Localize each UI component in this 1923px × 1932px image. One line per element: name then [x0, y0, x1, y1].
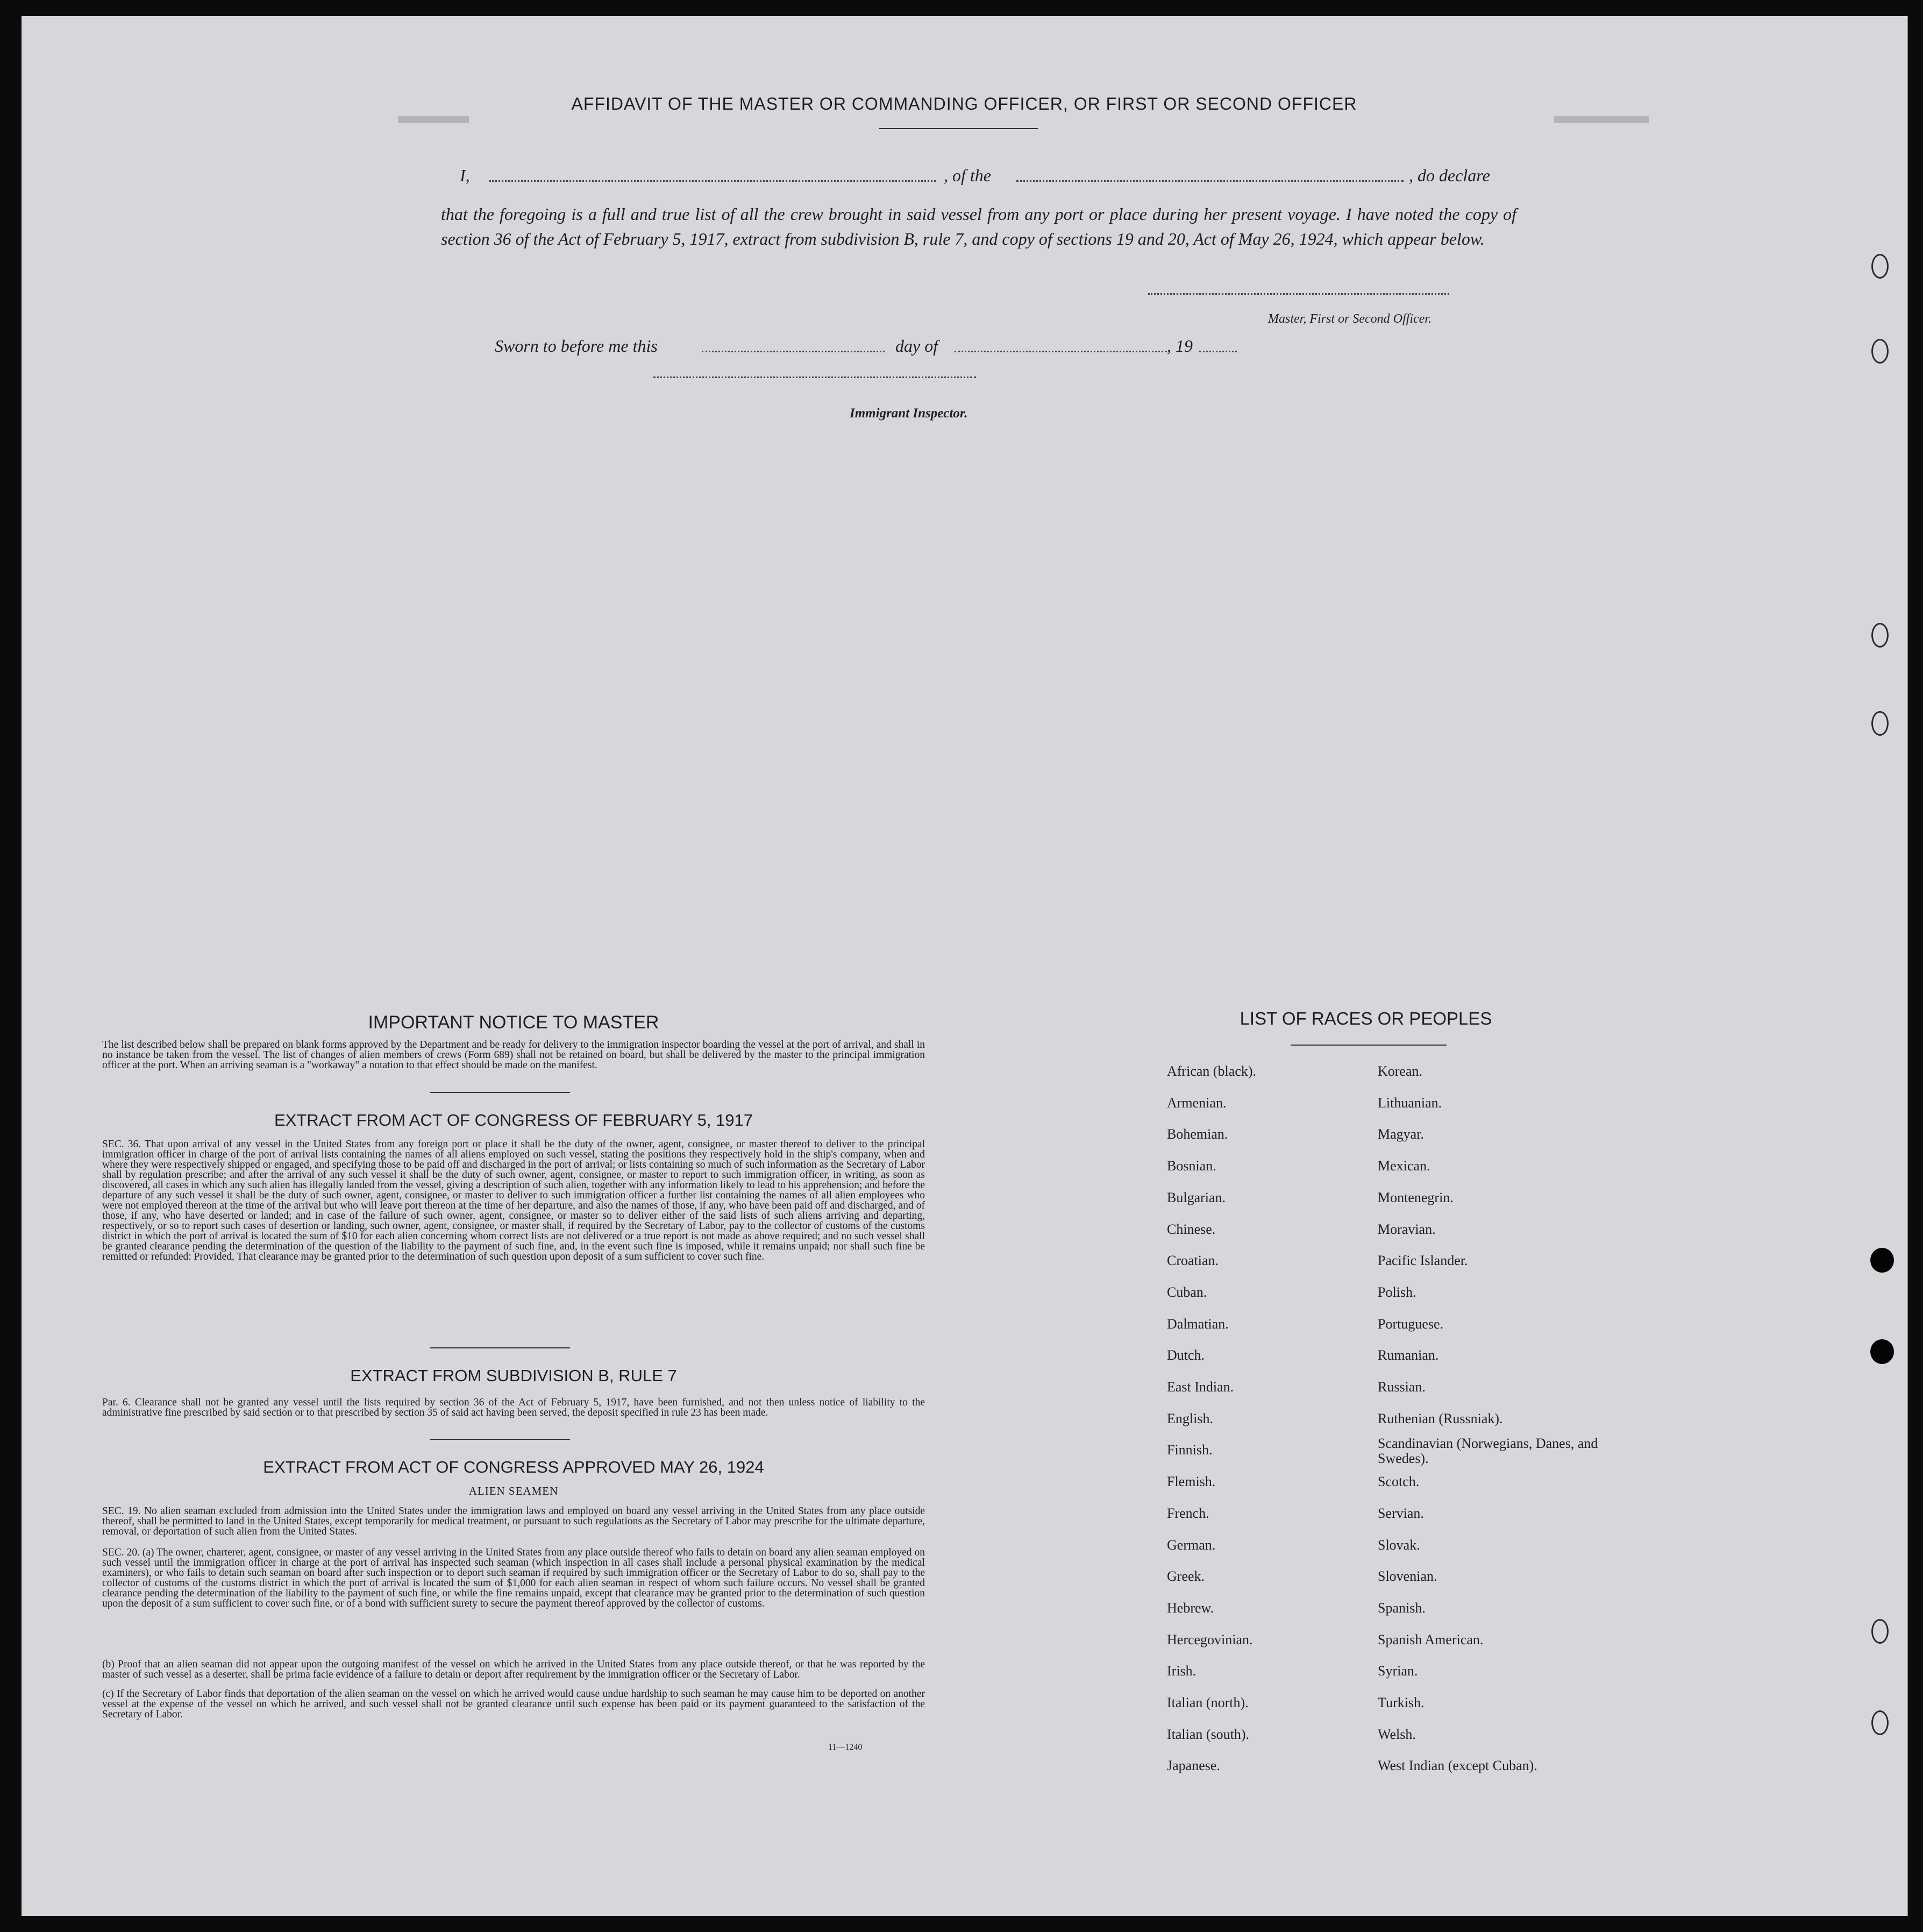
race-item: Scotch.: [1378, 1474, 1420, 1490]
race-item: Bohemian.: [1167, 1126, 1228, 1142]
divider: [1291, 1045, 1447, 1046]
sworn-month-field[interactable]: [955, 351, 1167, 352]
race-item: Italian (north).: [1167, 1695, 1249, 1710]
sworn-year-field[interactable]: [1199, 351, 1237, 352]
race-item: Dutch.: [1167, 1347, 1205, 1363]
extract-1917-title: EXTRACT FROM ACT OF CONGRESS OF FEBRUARY 5, 1917: [274, 1111, 753, 1130]
race-item: Scandinavian (Norwegians, Danes, and Swedes).: [1378, 1436, 1598, 1467]
punch-hole: [1871, 623, 1889, 648]
race-item: Spanish American.: [1378, 1631, 1484, 1647]
vessel-name-field[interactable]: [1016, 180, 1404, 182]
sworn-prefix: Sworn to before me this: [495, 336, 658, 356]
race-item: Irish.: [1167, 1663, 1196, 1679]
race-item: Ruthenian (Russniak).: [1378, 1410, 1503, 1426]
race-item: Syrian.: [1378, 1663, 1418, 1679]
race-item: Bulgarian.: [1167, 1189, 1226, 1205]
do-declare-label: , do declare: [1409, 166, 1490, 185]
race-item: Finnish.: [1167, 1442, 1213, 1458]
race-item: Turkish.: [1378, 1695, 1425, 1710]
punch-hole: [1871, 711, 1889, 736]
declarant-prefix: I,: [460, 166, 470, 185]
race-item: African (black).: [1167, 1063, 1257, 1079]
race-item: Flemish.: [1167, 1474, 1216, 1490]
bleed-through-text: ▬▬▬▬: [1554, 102, 1649, 129]
affidavit-title: AFFIDAVIT OF THE MASTER OR COMMANDING OFFICER, OR FIRST OR SECOND OFFICER: [571, 94, 1357, 113]
race-item: French.: [1167, 1505, 1209, 1521]
race-item: German.: [1167, 1537, 1216, 1553]
race-item: Pacific Islander.: [1378, 1253, 1468, 1269]
race-item: Dalmatian.: [1167, 1316, 1229, 1332]
form-number: 11—1240: [828, 1743, 863, 1752]
sec20c-text: (c) If the Secretary of Labor finds that deportation of the alien seaman on the vessel on which he arrived would cause undue hardship to such seaman he may cause him to be deported on another vessel at the expense of the vessel on which he arrived, and such vessel shall not be granted clearance until such expense has been paid or its payment guaranteed to the satisfaction of the Secretary of Labor.: [102, 1688, 925, 1720]
race-item: Cuban.: [1167, 1284, 1207, 1300]
of-the-label: , of the: [944, 166, 991, 185]
race-item: Korean.: [1378, 1063, 1423, 1079]
race-item: Montenegrin.: [1378, 1189, 1454, 1205]
race-item: Servian.: [1378, 1505, 1424, 1521]
inspector-signature-field[interactable]: [653, 377, 976, 378]
extract-1917-text: SEC. 36. That upon arrival of any vessel in the United States from any foreign port or place it shall be the duty of the owner, agent, consignee, or master thereof to deliver to the principal immigration officer in charge of the port of arrival lists containing the names of all aliens employed on such vessel, stating the positions they respectively hold in the ship's company, when and where they were respectively shipped or engaged, and specifying those to be paid off and discharged in the port of arrival; or lists containing so much of such information as the Secretary of Labor shall by regulation prescribe; and after the arrival of any such vessel it shall be the duty of such owner, agent, consignee, or master to report to such immigration officer, in writing, as soon as discovered, all cases in which any such alien has illegally landed from the vessel, giving a description of such alien, together with any information likely to lead to his apprehension; and before the departure of any such vessel it shall be the duty of such owner, agent, consignee, or master to deliver to such immigration officer a further list containing the names of all alien employees who were not employed thereon at the time of the arrival but who will leave port thereon at the time of her departure, and also the names of those, if any, who have been paid off and discharged, and of those, if any, who have deserted or landed; and in case of the failure of such owner, agent, consignee, or master so to deliver either of the said lists of such aliens arriving and departing, respectively, or so to report such cases of desertion or landing, such owner, agent, consignee, or master shall, if required by the Secretary of Labor, pay to the collector of customs of the customs district in which the port of arrival is located the sum of $10 for each alien concerning whom correct lists are not delivered or a true report is not made as above required; and no such vessel shall be granted clearance pending the determination of the question of the liability to the payment of such fine, and, in the event such fine is imposed, while it remains unpaid; nor shall such fine be remitted or refunded: Provided, That clearance may be granted prior to the determination of such question upon deposit of a sum sufficient to cover such fine.: [102, 1139, 925, 1262]
notice-title: IMPORTANT NOTICE TO MASTER: [368, 1012, 659, 1033]
divider: [430, 1439, 570, 1440]
race-item: Slovak.: [1378, 1537, 1420, 1553]
document-page: [22, 16, 1908, 1916]
race-item: Moravian.: [1378, 1221, 1436, 1237]
year-label: , 19: [1167, 336, 1193, 356]
race-item: English.: [1167, 1410, 1213, 1426]
divider: [430, 1347, 570, 1348]
sec20a-text: SEC. 20. (a) The owner, charterer, agent, consignee, or master of any vessel arriving in the United States from any place outside thereof who fails to detain on board any alien seaman employed on such vessel until the immigration officer in charge at the port of arrival has inspected such seaman (which inspection in all cases shall include a personal physical examination by the medical examiners), or who fails to detain such seaman on board after such inspection or to deport such seaman if required by such immigration officer or the Secretary of Labor to do so, shall pay to the collector of customs of the customs district in which the port of arrival is located the sum of $1,000 for each alien seaman in respect of whom such failure occurs. No vessel shall be granted clearance pending the determination of the liability to the payment of such fine, or while the fine remains unpaid, except that clearance may be granted prior to the determination of such question upon the deposit of a sum sufficient to cover such fine, or of a bond with sufficient surety to secure the payment thereof approved by the collector of customs.: [102, 1547, 925, 1609]
signature-label: Master, First or Second Officer.: [1268, 312, 1431, 326]
bleed-through-text: ▬▬▬: [398, 102, 469, 129]
race-item: Spanish.: [1378, 1600, 1426, 1616]
extract-rule7-text: Par. 6. Clearance shall not be granted any vessel until the lists required by section 36 of the Act of February 5, 1917, have been furnished, and not then unless notice of liability to the administrative fine prescribed by said section or to that prescribed by section 35 of said act having been served, the deposit specified in rule 23 has been made.: [102, 1397, 925, 1418]
affidavit-body: that the foregoing is a full and true list of all the crew brought in said vessel from any port or place during her present voyage. I have noted the copy of section 36 of the Act of February 5, 1917, extract from subdivision B, rule 7, and copy of sections 19 and 20, Act of May 26, 1924, which appear below.: [441, 204, 1516, 248]
race-item: Slovenian.: [1378, 1568, 1437, 1585]
race-item: West Indian (except Cuban).: [1378, 1758, 1537, 1774]
race-item: Armenian.: [1167, 1095, 1227, 1111]
race-item: East Indian.: [1167, 1379, 1234, 1395]
declarant-name-field[interactable]: [489, 180, 936, 182]
punch-hole: [1871, 1619, 1889, 1644]
divider: [430, 1092, 570, 1093]
race-item: Mexican.: [1378, 1158, 1430, 1174]
race-item: Hebrew.: [1167, 1600, 1214, 1616]
sec20b-text: (b) Proof that an alien seaman did not appear upon the outgoing manifest of the vessel on which he arrived in the United States from any place outside thereof, or that he was reported by the master of such vessel as a deserter, shall be prima facie evidence of a failure to detain or deport after requirement by the immigration officer or the Secretary of Labor.: [102, 1659, 925, 1680]
punch-hole: [1870, 1248, 1894, 1273]
race-item: Greek.: [1167, 1568, 1205, 1585]
races-title: LIST OF RACES OR PEOPLES: [1240, 1008, 1492, 1028]
sec19-text: SEC. 19. No alien seaman excluded from admission into the United States under the immigration laws and employed on board any vessel arriving in the United States from any place outside thereof, shall be permitted to land in the United States, except temporarily for medical treatment, or pursuant to such regulations as the Secretary of Labor may prescribe for the ultimate departure, removal, or deportation of such alien from the United States.: [102, 1505, 925, 1537]
declaration-line: [460, 166, 470, 186]
race-item: Chinese.: [1167, 1221, 1216, 1237]
race-item: Lithuanian.: [1378, 1095, 1442, 1111]
race-item: Croatian.: [1167, 1253, 1219, 1269]
alien-seamen-subtitle: ALIEN SEAMEN: [468, 1484, 559, 1497]
race-item: Rumanian.: [1378, 1347, 1439, 1363]
race-item: Hercegovinian.: [1167, 1631, 1253, 1647]
punch-hole: [1871, 339, 1889, 364]
race-item: Bosnian.: [1167, 1158, 1216, 1174]
race-item: Polish.: [1378, 1284, 1416, 1300]
signature-field[interactable]: [1148, 293, 1449, 295]
race-item: Italian (south).: [1167, 1726, 1250, 1742]
race-item: Welsh.: [1378, 1726, 1416, 1742]
extract-rule7-title: EXTRACT FROM SUBDIVISION B, RULE 7: [350, 1366, 677, 1385]
sworn-day-field[interactable]: [702, 351, 885, 352]
race-item: Japanese.: [1167, 1758, 1220, 1774]
extract-1924-title: EXTRACT FROM ACT OF CONGRESS APPROVED MAY 26, 1924: [263, 1458, 764, 1476]
notice-text: The list described below shall be prepared on blank forms approved by the Department and be ready for delivery to the immigration inspector boarding the vessel at the port of arrival, and shall in no instance be taken from the vessel. The list of changes of alien members of crews (Form 689) shall not be retained on board, but shall be delivered by the master to the principal immigration officer at the port. When an arriving seaman is a "workaway" a notation to that effect should be made on the manifest.: [102, 1039, 925, 1071]
title-underline: [879, 128, 1038, 129]
day-of-label: day of: [895, 336, 938, 356]
race-item: Portuguese.: [1378, 1316, 1444, 1332]
punch-hole: [1870, 1339, 1894, 1364]
punch-hole: [1871, 254, 1889, 279]
punch-hole: [1871, 1710, 1889, 1735]
inspector-label: Immigrant Inspector.: [850, 406, 968, 421]
race-item: Magyar.: [1378, 1126, 1424, 1142]
race-item: Russian.: [1378, 1379, 1426, 1395]
